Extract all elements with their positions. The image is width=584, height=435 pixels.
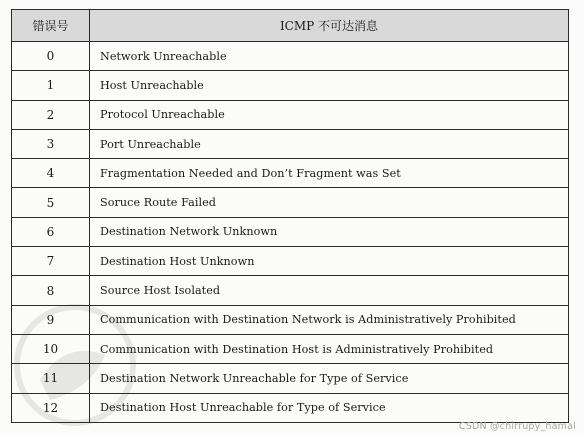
header-error-code: 错误号 (12, 10, 90, 42)
csdn-watermark: CSDN @chirrupy_hamal (458, 421, 576, 432)
table-row (12, 100, 569, 129)
table-row (12, 393, 569, 422)
error-code-cell: 6 (12, 217, 90, 246)
header-icmp-message: ICMP 不可达消息 (90, 10, 569, 42)
error-code-cell: 12 (12, 393, 90, 422)
message-cell: Fragmentation Needed and Don’t Fragment was Set (90, 159, 569, 188)
message-cell: Communication with Destination Host is Administratively Prohibited (90, 334, 569, 363)
table-row (12, 42, 569, 71)
error-code-cell: 4 (12, 159, 90, 188)
table-row (12, 129, 569, 158)
message-cell: Host Unreachable (90, 71, 569, 100)
message-cell: Source Host Isolated (90, 276, 569, 305)
table-row (12, 159, 569, 188)
error-code-cell: 1 (12, 71, 90, 100)
message-cell: Communication with Destination Network is Administratively Prohibited (90, 305, 569, 334)
table-row (12, 247, 569, 276)
error-code-cell: 5 (12, 188, 90, 217)
message-cell: Destination Host Unreachable for Type of Service (90, 393, 569, 422)
error-code-cell: 3 (12, 129, 90, 158)
error-code-cell: 10 (12, 334, 90, 363)
message-cell: Destination Network Unknown (90, 217, 569, 246)
message-cell: Protocol Unreachable (90, 100, 569, 129)
error-code-cell: 8 (12, 276, 90, 305)
message-cell: Destination Network Unreachable for Type of Service (90, 364, 569, 393)
table-row (12, 364, 569, 393)
table-header-row (12, 10, 569, 42)
message-cell: Network Unreachable (90, 42, 569, 71)
error-code-cell: 11 (12, 364, 90, 393)
message-cell: Port Unreachable (90, 129, 569, 158)
icmp-unreachable-table (11, 9, 569, 423)
error-code-cell: 7 (12, 247, 90, 276)
error-code-cell: 2 (12, 100, 90, 129)
table-row (12, 334, 569, 363)
message-cell: Destination Host Unknown (90, 247, 569, 276)
error-code-cell: 0 (12, 42, 90, 71)
table-row (12, 305, 569, 334)
table-row (12, 188, 569, 217)
message-cell: Soruce Route Failed (90, 188, 569, 217)
error-code-cell: 9 (12, 305, 90, 334)
table-row (12, 71, 569, 100)
table-row (12, 217, 569, 246)
table-row (12, 276, 569, 305)
